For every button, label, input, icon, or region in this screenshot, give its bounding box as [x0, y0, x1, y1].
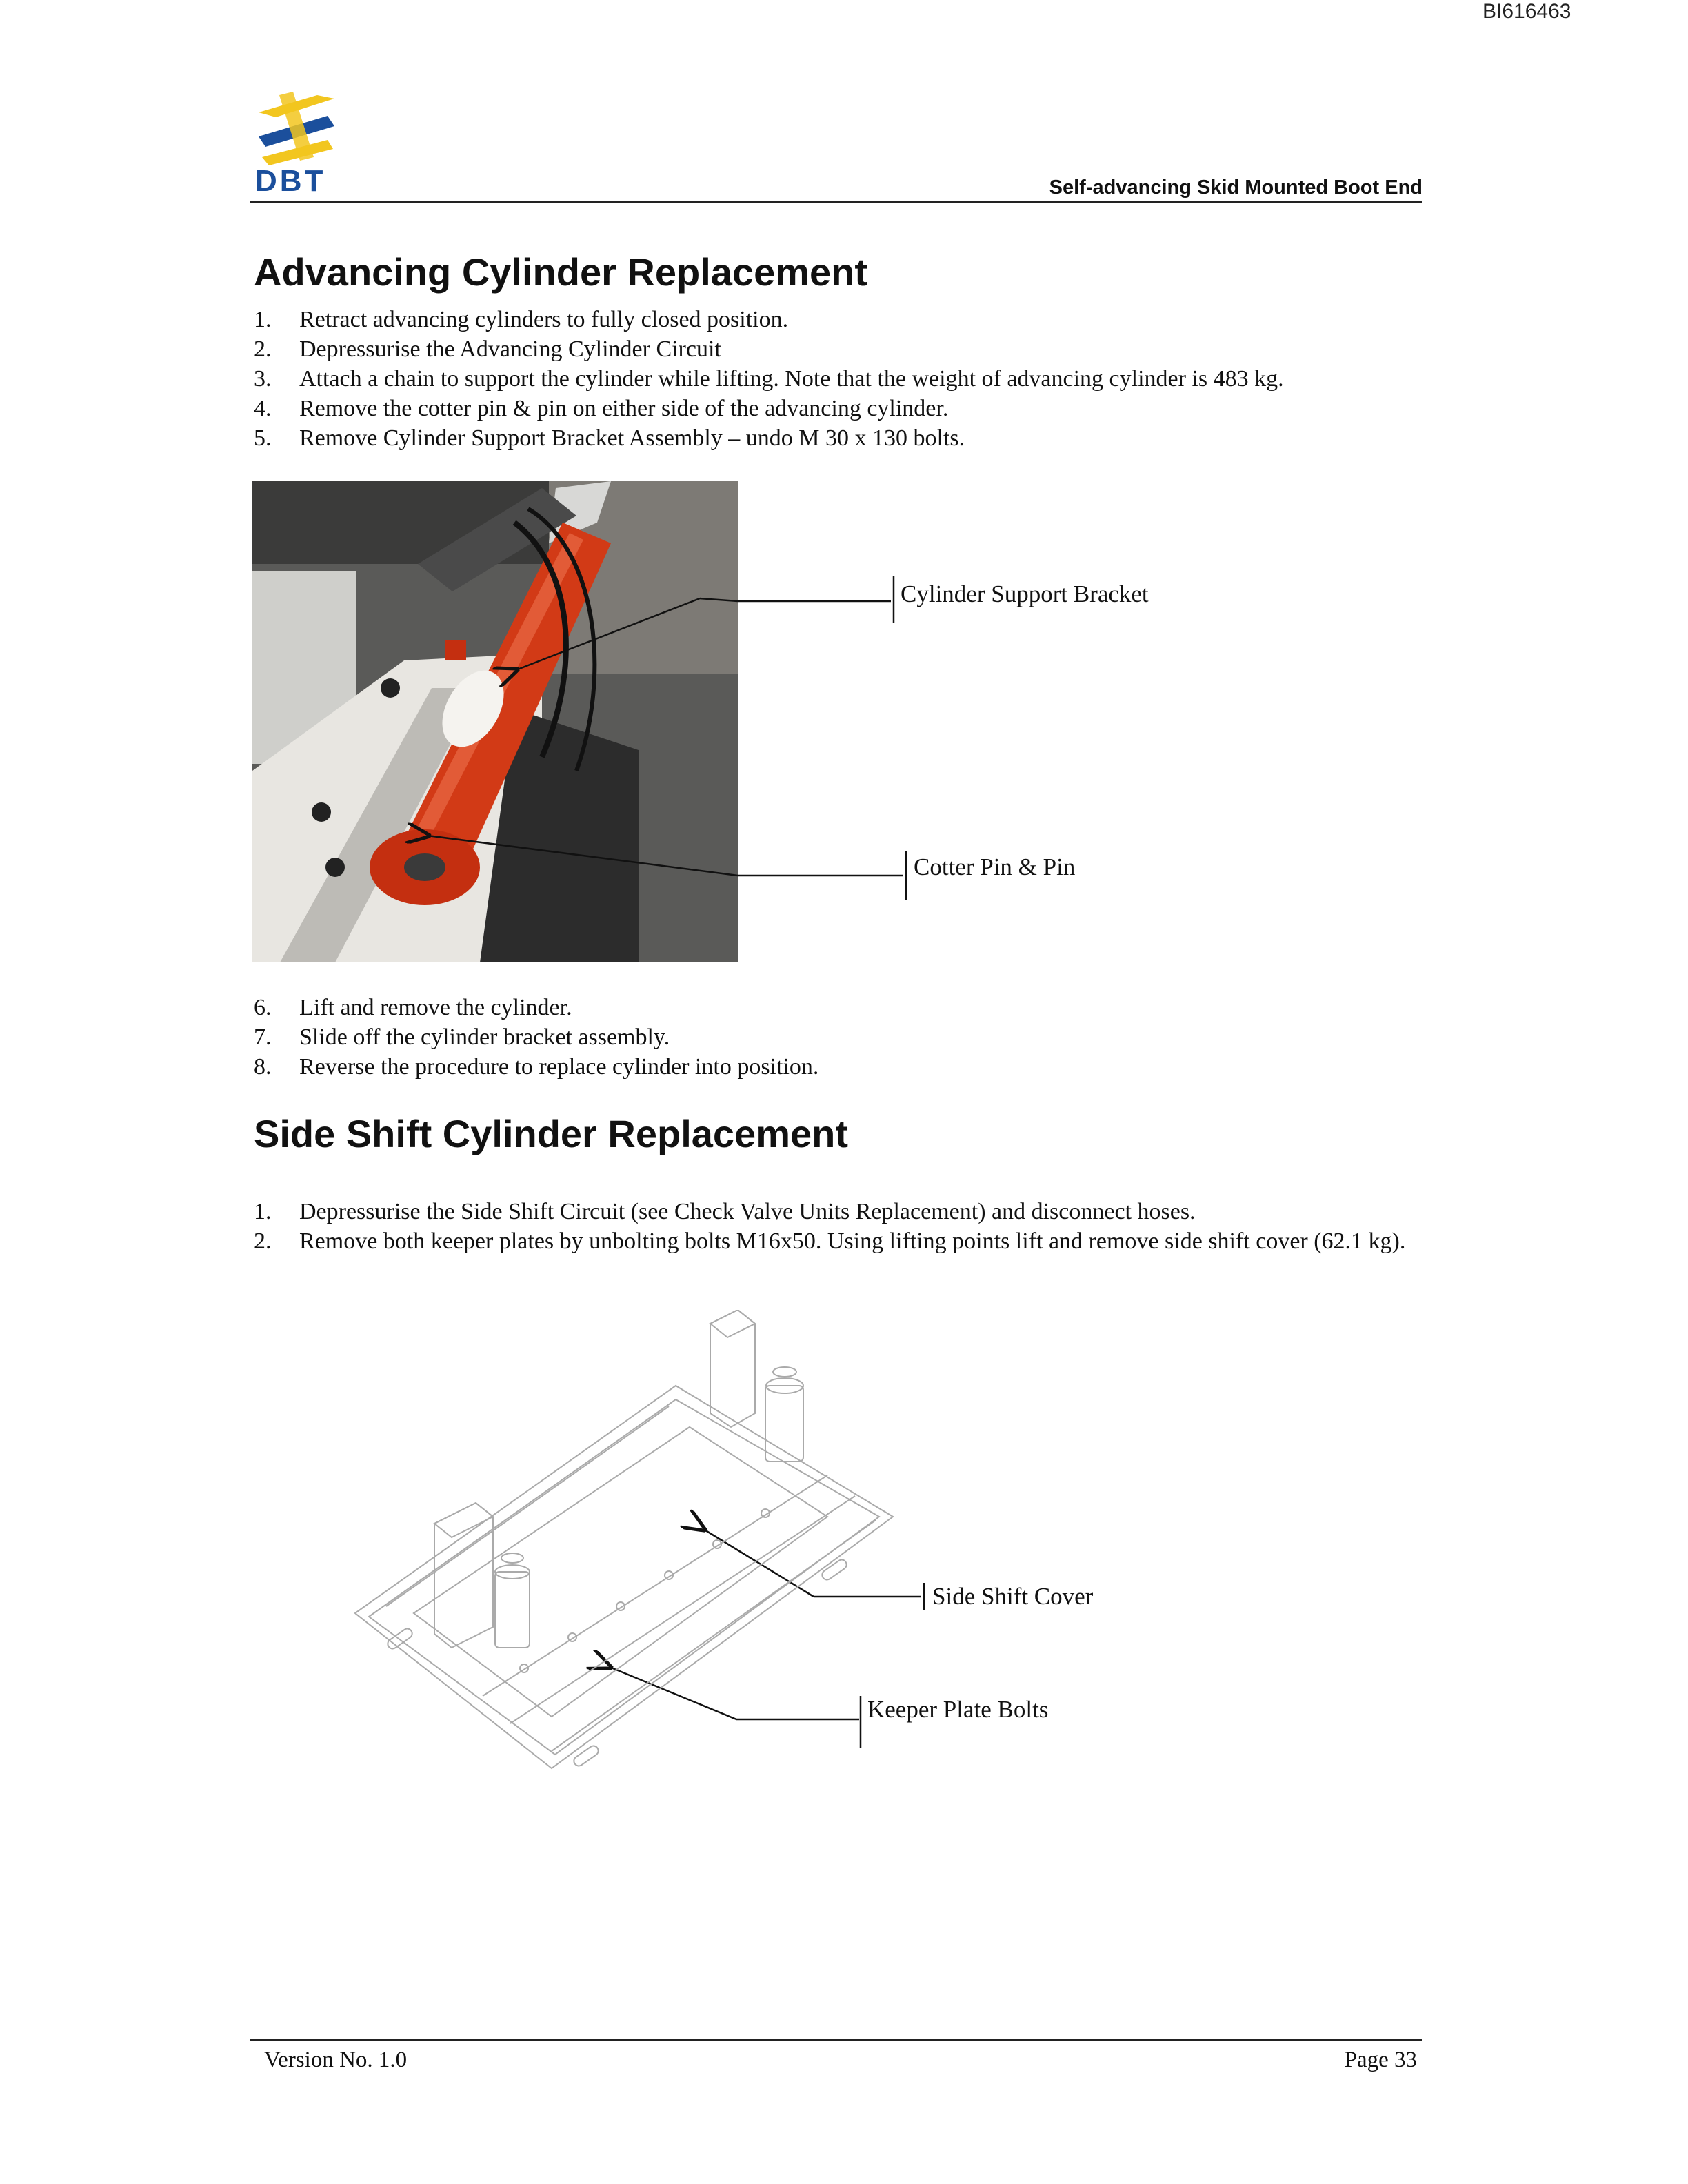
list-item: 6. Lift and remove the cylinder.: [254, 995, 572, 1020]
callout-side-shift-cover: Side Shift Cover: [932, 1583, 1094, 1610]
document-id: BI616463: [1483, 0, 1571, 23]
advancing-steps-list: [254, 305, 1426, 453]
footer-version: Version No. 1.0: [264, 2048, 408, 2072]
header-rule: [250, 201, 1422, 203]
list-item: 4. Remove the cotter pin & pin on either side of the advancing cylinder.: [254, 396, 949, 421]
side-shift-diagram: [345, 1310, 931, 1792]
list-item: 1. Retract advancing cylinders to fully closed position.: [254, 307, 789, 332]
callout-cylinder-support-bracket: Cylinder Support Bracket: [901, 580, 1149, 607]
list-item: 2. Remove both keeper plates by unbolting bolts M16x50. Using lifting points lift and remove side shift cover (62.1 kg).: [254, 1228, 1406, 1254]
logo-text: DBT: [255, 164, 326, 198]
callout-keeper-plate-bolts: Keeper Plate Bolts: [867, 1696, 1049, 1723]
list-item: 8. Reverse the procedure to replace cylinder into position.: [254, 1054, 819, 1080]
footer-rule: [250, 2039, 1422, 2041]
advancing-steps-list-continued: [254, 993, 1426, 1082]
side-shift-steps-list: [254, 1197, 1426, 1256]
footer-page-number: Page 33: [1344, 2048, 1417, 2072]
advancing-cylinder-photo: [252, 481, 738, 962]
list-item: 3. Attach a chain to support the cylinder while lifting. Note that the weight of advancing cylinder is 483 kg.: [254, 366, 1284, 392]
header-title: Self-advancing Skid Mounted Boot End: [1049, 176, 1423, 199]
list-item: 1. Depressurise the Side Shift Circuit (see Check Valve Units Replacement) and disconnect hoses.: [254, 1199, 1196, 1224]
list-item: 2. Depressurise the Advancing Cylinder Circuit: [254, 336, 721, 362]
callout-cotter-pin: Cotter Pin & Pin: [914, 853, 1076, 880]
list-item: 5. Remove Cylinder Support Bracket Assembly – undo M 30 x 130 bolts.: [254, 425, 965, 451]
list-item: 7. Slide off the cylinder bracket assembly.: [254, 1024, 670, 1050]
section-title-side-shift: Side Shift Cylinder Replacement: [254, 1112, 848, 1155]
section-title-advancing-cylinder: Advancing Cylinder Replacement: [254, 250, 868, 294]
